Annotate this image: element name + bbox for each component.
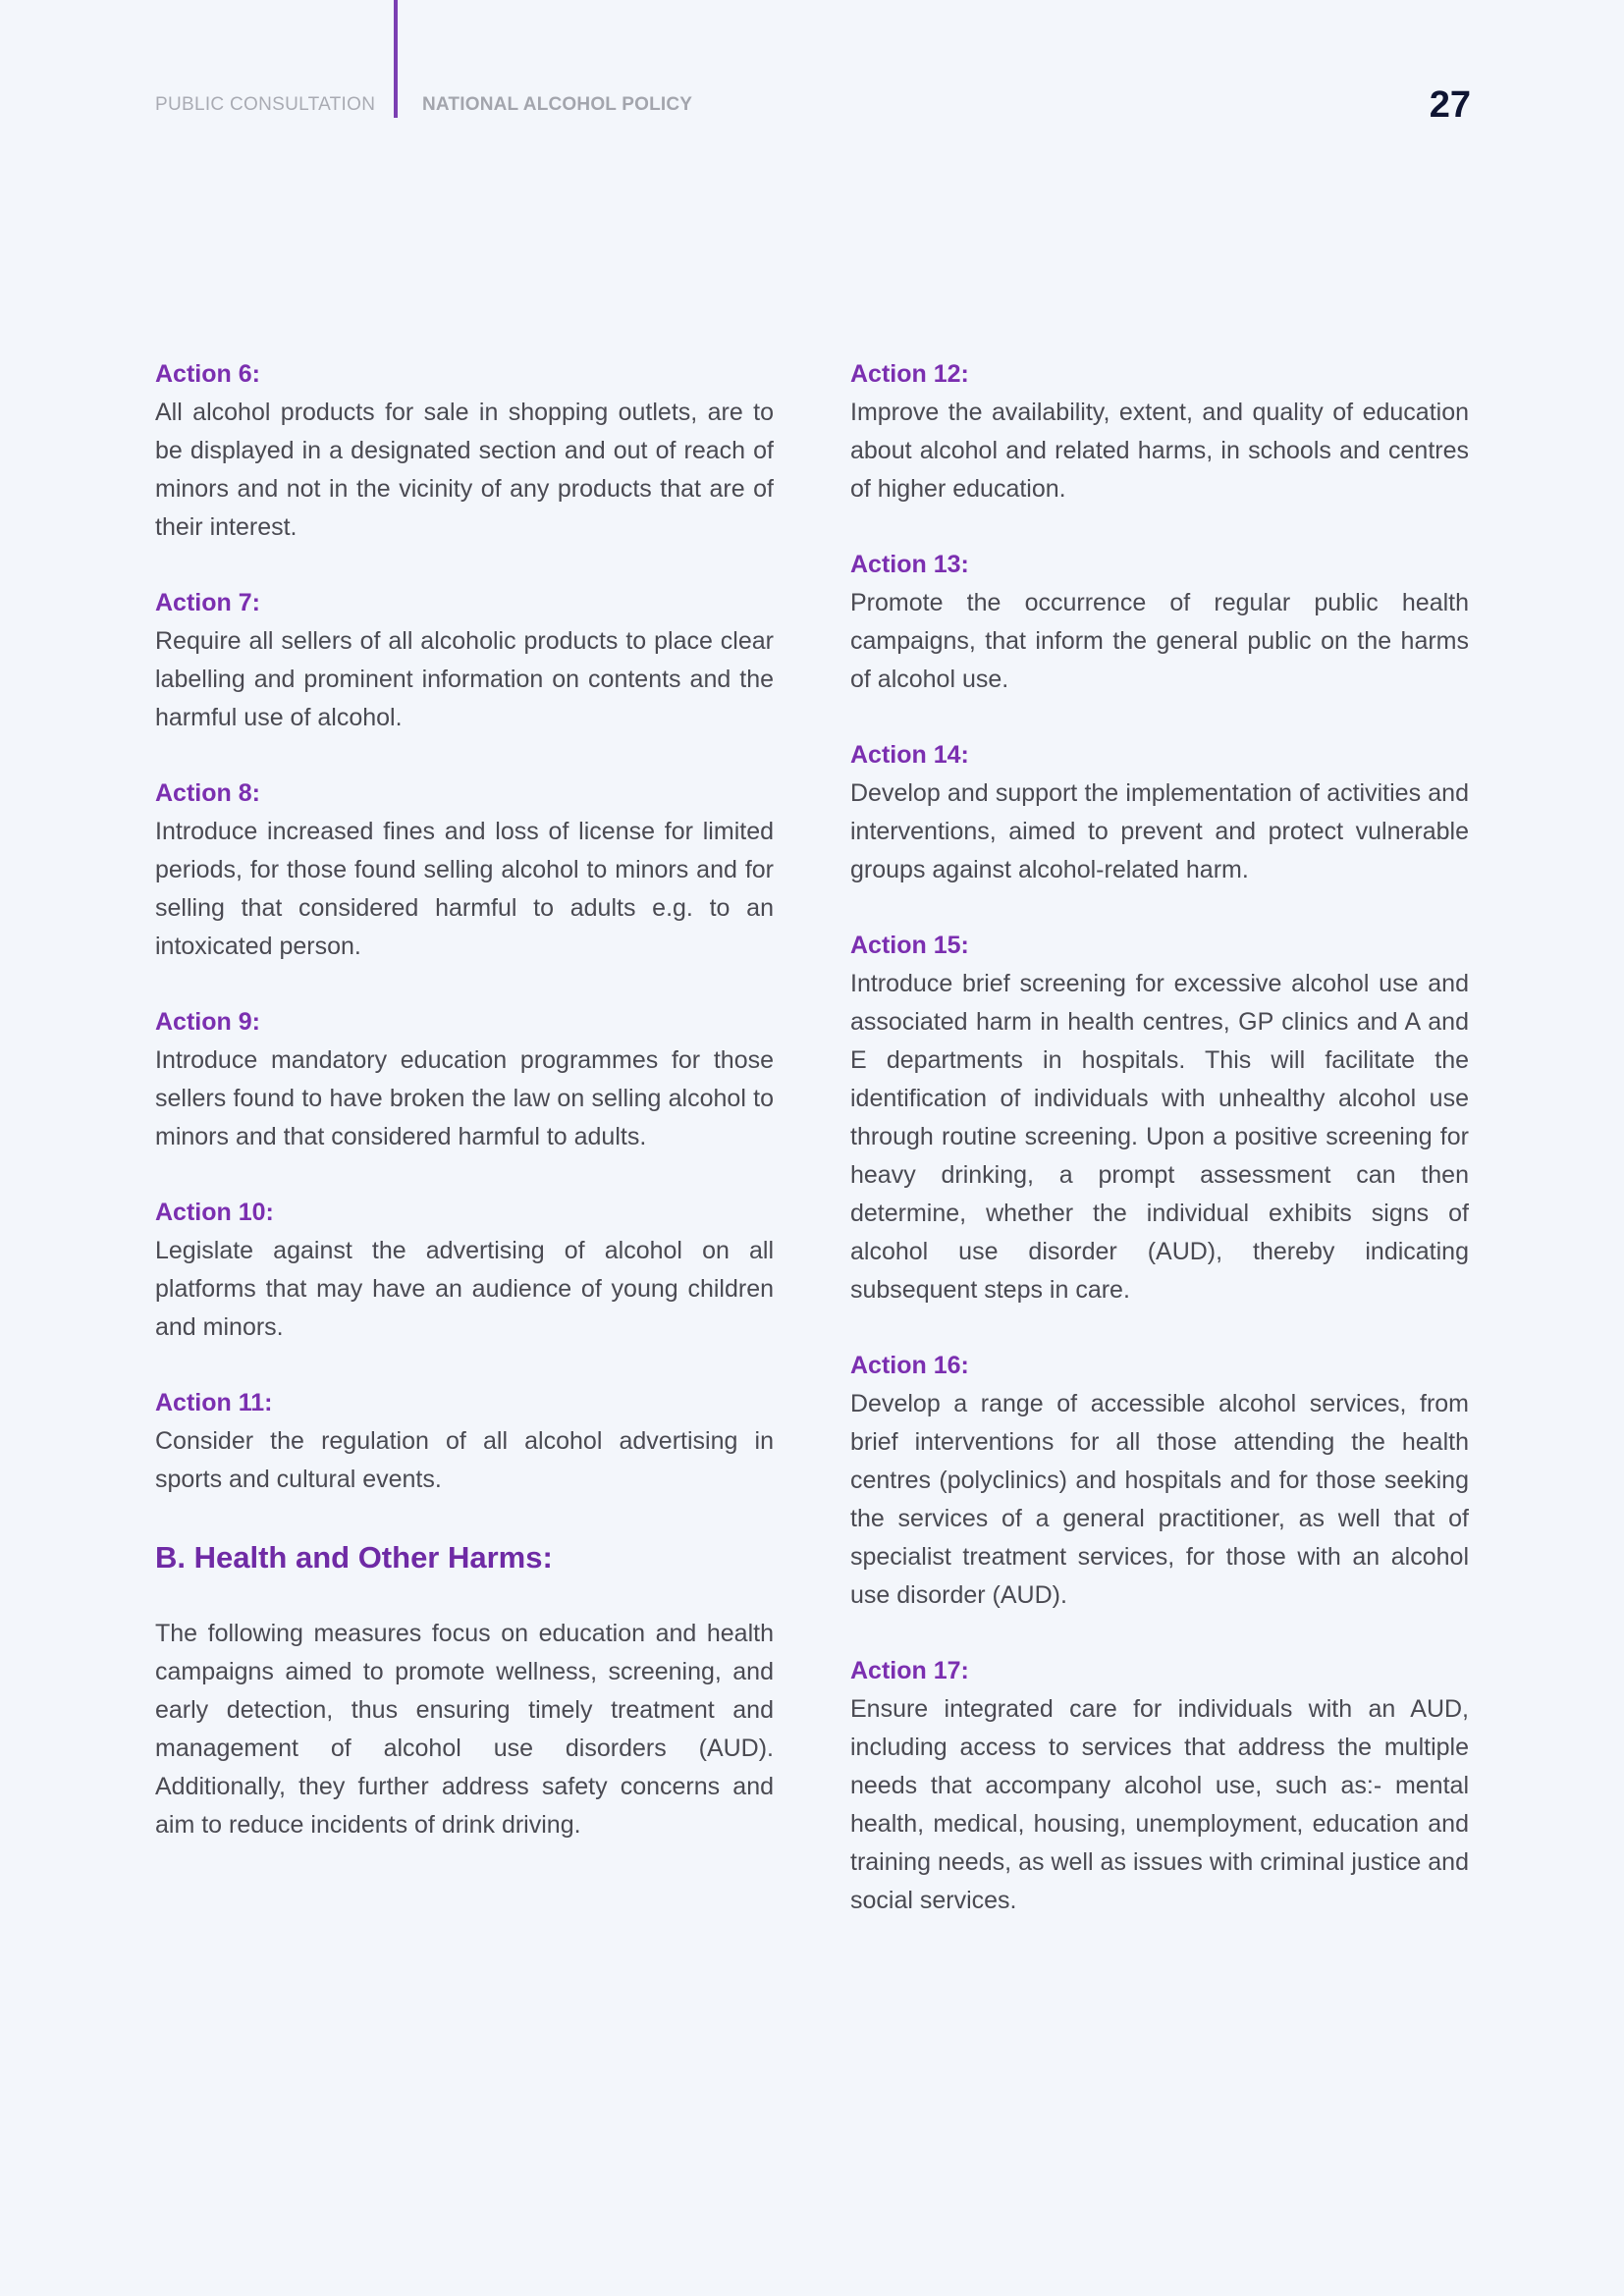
action-13 — [850, 546, 1469, 699]
action-8 — [155, 774, 774, 966]
page-number: 27 — [1429, 84, 1471, 126]
action-title: Action 16: — [850, 1352, 969, 1379]
action-text: Require all sellers of all alcoholic products to place clear labelling and prominent information on contents and the harmful use of alcohol. — [155, 627, 774, 731]
action-6 — [155, 355, 774, 547]
left-column — [155, 355, 774, 1844]
action-title: Action 9: — [155, 1008, 260, 1036]
action-text: Consider the regulation of all alcohol advertising in sports and cultural events. — [155, 1427, 774, 1493]
action-12 — [850, 355, 1469, 508]
action-title: Action 10: — [155, 1199, 274, 1226]
action-text: Introduce increased fines and loss of license for limited periods, for those found selling alcohol to minors and for selling that considered harmful to adults e.g. to an intoxicated person. — [155, 818, 774, 960]
section-intro-text: The following measures focus on education and health campaigns aimed to promote wellness, screening, and early detection, thus ensuring timely treatment and management of alcohol use disorders (AUD). Additionally, they further address safety concerns and aim to reduce incidents of drink driving. — [155, 1620, 774, 1839]
action-9 — [155, 1003, 774, 1156]
action-14 — [850, 736, 1469, 889]
action-title: Action 12: — [850, 360, 969, 388]
action-7 — [155, 584, 774, 737]
action-text: Introduce brief screening for excessive alcohol use and associated harm in health centres, GP clinics and A and E departments in hospitals. This will facilitate the identification of individuals with unhealthy alcohol use through routine screening. Upon a positive screening for heavy drinking, a prompt assessment can then determine, whether the individual exhibits signs of alcohol use disorder (AUD), thereby indicating subsequent steps in care. — [850, 970, 1469, 1304]
action-text: Legislate against the advertising of alcohol on all platforms that may have an audience of young children and minors. — [155, 1237, 774, 1341]
action-title: Action 11: — [155, 1389, 273, 1416]
action-title: Action 14: — [850, 741, 969, 769]
action-15 — [850, 927, 1469, 1309]
action-10 — [155, 1194, 774, 1347]
action-title: Action 13: — [850, 551, 969, 578]
action-title: Action 8: — [155, 779, 260, 807]
action-text: Improve the availability, extent, and quality of education about alcohol and related harms, in schools and centres of higher education. — [850, 399, 1469, 503]
action-17 — [850, 1652, 1469, 1920]
action-text: Ensure integrated care for individuals with an AUD, including access to services that address the multiple needs that accompany alcohol use, such as:- mental health, medical, housing, unemployment, education and training needs, as well as issues with criminal justice and social services. — [850, 1695, 1469, 1914]
header-divider — [394, 0, 398, 118]
action-title: Action 7: — [155, 589, 260, 616]
section-heading: B. Health and Other Harms: — [155, 1540, 553, 1575]
header-left-label: PUBLIC CONSULTATION — [155, 94, 376, 115]
action-text: Introduce mandatory education programmes for those sellers found to have broken the law on selling alcohol to minors and that considered harmful to adults. — [155, 1046, 774, 1150]
action-title: Action 15: — [850, 932, 969, 959]
action-text: Develop a range of accessible alcohol services, from brief interventions for all those attending the health centres (polyclinics) and hospitals and for those seeking the services of a general practitioner, as well that of specialist treatment services, for those with an alcohol use disorder (AUD). — [850, 1390, 1469, 1609]
action-11 — [155, 1384, 774, 1499]
right-column — [850, 355, 1469, 1957]
header-title: NATIONAL ALCOHOL POLICY — [422, 94, 693, 115]
action-text: All alcohol products for sale in shopping outlets, are to be displayed in a designated section and out of reach of minors and not in the vicinity of any products that are of their interest. — [155, 399, 774, 541]
action-text: Promote the occurrence of regular public health campaigns, that inform the general public on the harms of alcohol use. — [850, 589, 1469, 693]
action-16 — [850, 1347, 1469, 1615]
action-title: Action 6: — [155, 360, 260, 388]
action-title: Action 17: — [850, 1657, 969, 1684]
action-text: Develop and support the implementation of activities and interventions, aimed to prevent and protect vulnerable groups against alcohol-related harm. — [850, 779, 1469, 883]
